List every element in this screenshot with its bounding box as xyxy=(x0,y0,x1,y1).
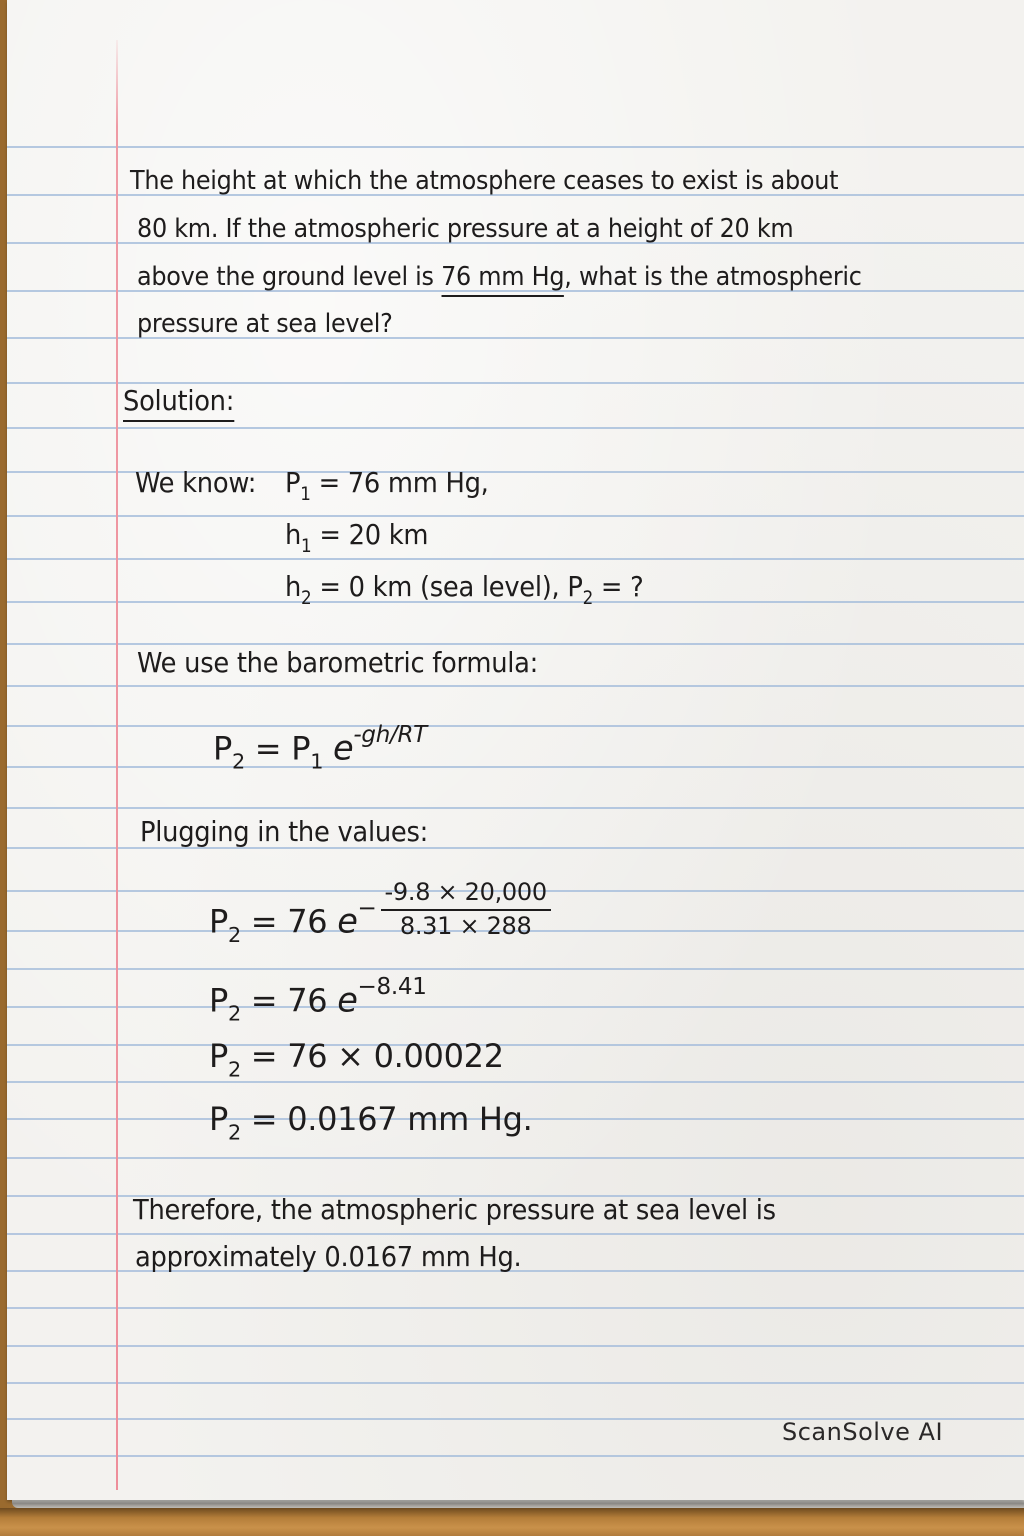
exponent: -gh/RT xyxy=(353,722,427,748)
fraction-denominator: 8.31 × 288 xyxy=(399,911,532,940)
symbol: P xyxy=(567,570,583,603)
subscript: 1 xyxy=(310,749,324,774)
ruled-line xyxy=(7,1157,1024,1159)
subscript: 1 xyxy=(301,536,312,558)
ruled-line xyxy=(7,643,1024,645)
conclusion-line-1: Therefore, the atmospheric pressure at sea level is xyxy=(133,1193,776,1226)
step-2 xyxy=(209,974,427,1026)
subscript: 2 xyxy=(228,1120,241,1145)
step-4-result xyxy=(209,1100,533,1144)
equals: = xyxy=(244,729,292,768)
symbol: P xyxy=(209,902,228,941)
ruled-line xyxy=(7,1382,1024,1384)
ruled-line xyxy=(7,146,1024,148)
ruled-line xyxy=(7,1006,1024,1008)
ruled-line xyxy=(7,807,1024,809)
problem-line-2: 80 km. If the atmospheric pressure at a height of 20 km xyxy=(137,214,794,244)
problem-line-3-tail: , what is the atmospheric xyxy=(564,262,862,292)
solution-heading-text: Solution: xyxy=(123,384,234,422)
margin-line xyxy=(116,40,118,1490)
symbol: P xyxy=(209,981,228,1020)
ruled-line xyxy=(7,1307,1024,1309)
ruled-line xyxy=(7,1081,1024,1083)
value: = 20 km xyxy=(319,518,429,551)
ruled-line xyxy=(7,1455,1024,1457)
subscript: 1 xyxy=(300,484,311,506)
exp-base: e xyxy=(337,901,358,941)
solution-heading xyxy=(123,384,234,417)
ruled-line xyxy=(7,515,1024,517)
ruled-line xyxy=(7,558,1024,560)
symbol: h xyxy=(285,518,302,551)
known-label: We know: xyxy=(135,466,257,499)
known-h1 xyxy=(285,518,428,557)
ruled-line xyxy=(7,766,1024,768)
formula-intro: We use the barometric formula: xyxy=(137,646,539,679)
ruled-line xyxy=(7,725,1024,727)
subscript: 2 xyxy=(228,922,241,947)
value: = 76 xyxy=(240,981,338,1020)
exp-base: e xyxy=(337,980,358,1020)
exponent: −8.41 xyxy=(357,974,427,1000)
value: = 76 × 0.00022 xyxy=(240,1037,504,1075)
given-pressure-emphasis: 76 mm Hg xyxy=(441,262,564,297)
ruled-line xyxy=(7,1345,1024,1347)
symbol: P xyxy=(209,1100,228,1138)
symbol: P xyxy=(213,729,232,768)
value: = 0 km (sea level), xyxy=(319,570,568,603)
brand-watermark: ScanSolve AI xyxy=(782,1418,944,1446)
value: = ? xyxy=(593,570,644,603)
exponent-fraction xyxy=(381,879,551,940)
exp-base: e xyxy=(333,728,354,768)
problem-line-4: pressure at sea level? xyxy=(137,309,393,339)
conclusion-line-2: approximately 0.0167 mm Hg. xyxy=(135,1240,522,1273)
fraction-numerator: -9.8 × 20,000 xyxy=(381,879,551,911)
barometric-formula xyxy=(213,722,427,774)
value: = 76 mm Hg, xyxy=(318,466,489,499)
symbol: h xyxy=(285,570,302,603)
problem-line-3-start: above the ground level is xyxy=(137,262,442,292)
exponent-sign: − xyxy=(357,895,377,922)
notebook-page xyxy=(7,0,1024,1500)
step-3 xyxy=(209,1037,504,1081)
wooden-desk-surface xyxy=(0,1508,1024,1536)
problem-line-3 xyxy=(137,262,862,292)
subscript: 2 xyxy=(301,588,312,610)
known-p1 xyxy=(285,466,489,505)
subscript: 2 xyxy=(232,749,245,774)
ruled-line xyxy=(7,685,1024,687)
symbol: P xyxy=(285,466,301,499)
value: = 76 xyxy=(240,902,338,941)
value: = 0.0167 mm Hg. xyxy=(240,1100,533,1138)
ruled-line xyxy=(7,968,1024,970)
subscript: 2 xyxy=(228,1001,241,1026)
problem-line-1: The height at which the atmosphere ceases to exist is about xyxy=(130,166,839,196)
plug-intro: Plugging in the values: xyxy=(140,815,429,848)
symbol: P xyxy=(291,729,311,768)
subscript: 2 xyxy=(228,1057,241,1082)
subscript: 2 xyxy=(582,588,594,610)
known-h2-p2 xyxy=(285,570,644,609)
symbol: P xyxy=(209,1037,228,1075)
ruled-line xyxy=(7,427,1024,429)
ruled-line xyxy=(7,1233,1024,1235)
ruled-line xyxy=(7,1044,1024,1046)
